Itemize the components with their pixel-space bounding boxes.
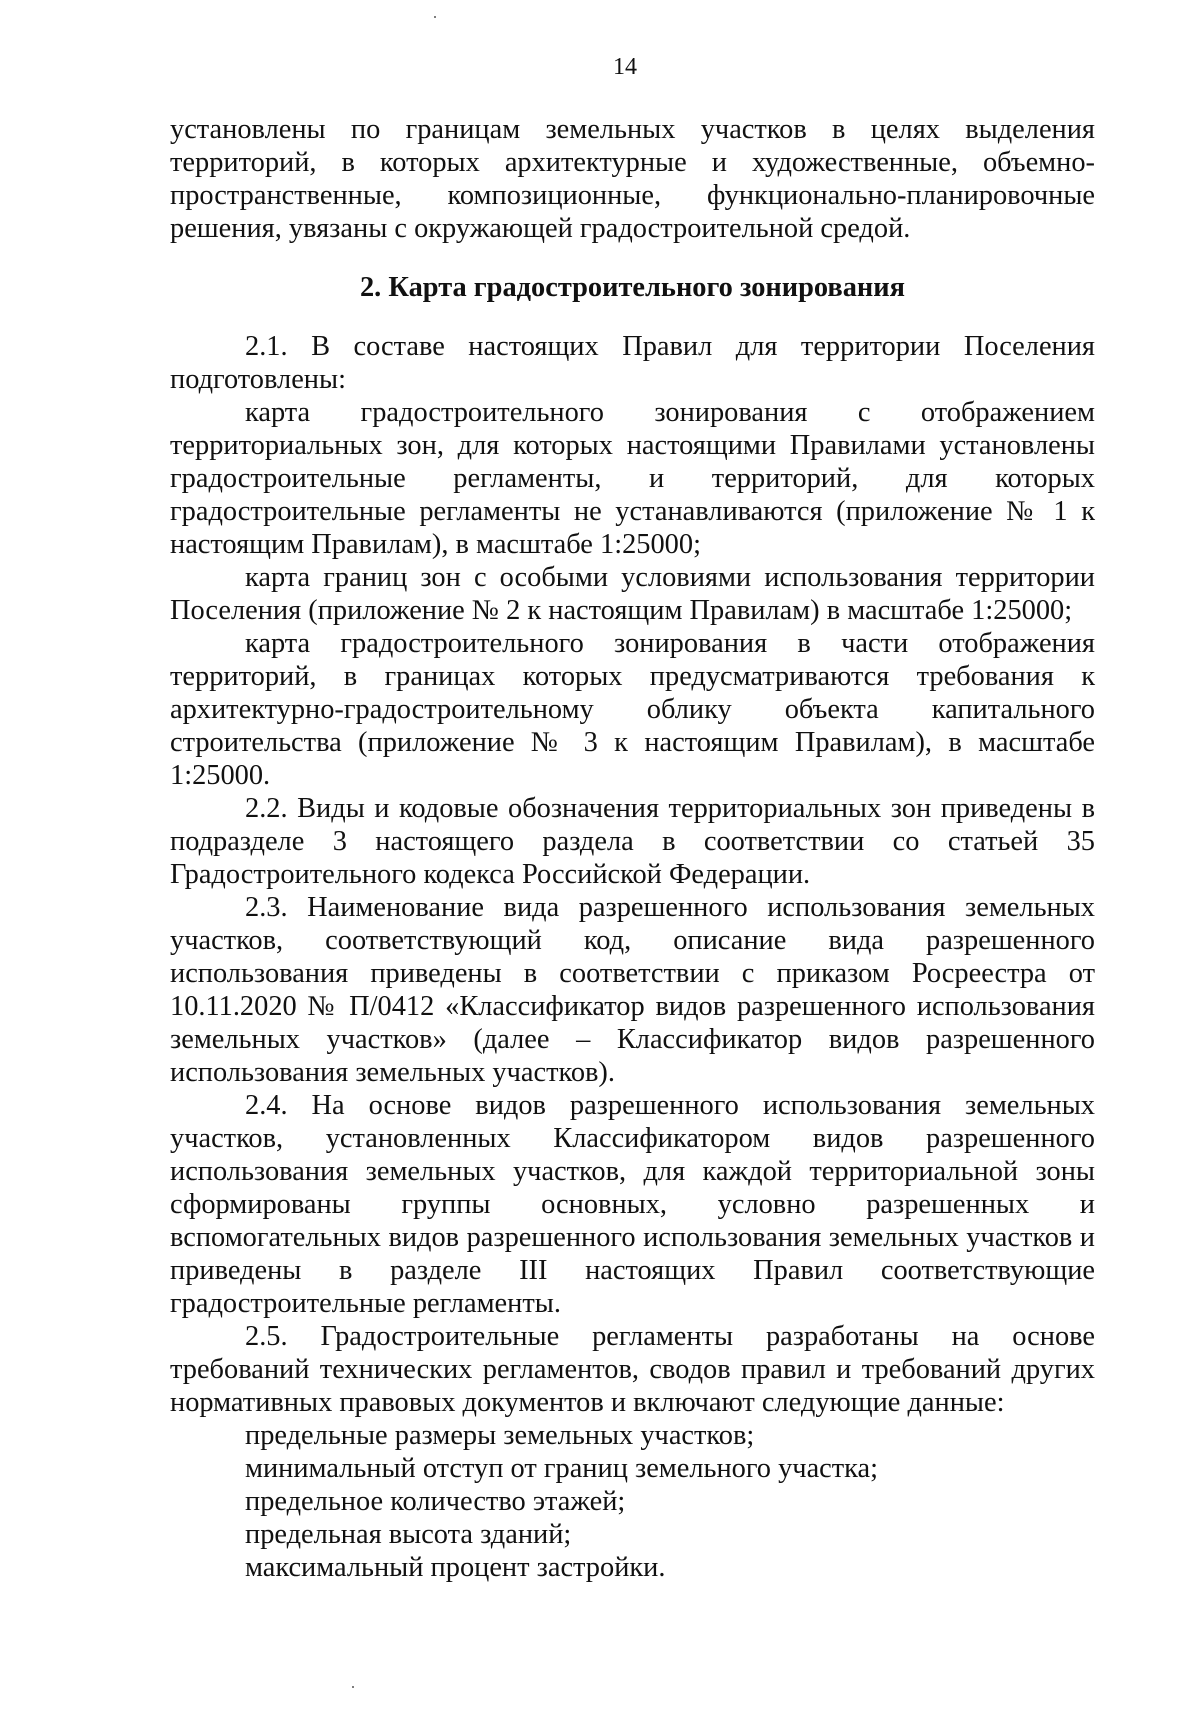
paragraph-map-special-zones: карта границ зон с особыми условиями использования территории Поселения (приложение № 2 к настоящим Правилам) в масштабе 1:25000; [170,562,1095,626]
paragraph-2-5: 2.5. Градостроительные регламенты разработаны на основе требований технических регламентов, сводов правил и требований других нормативных правовых документов и включают следующие данные: [170,1321,1095,1418]
paragraph-2-1: 2.1. В составе настоящих Правил для территории Поселения подготовлены: [170,331,1095,395]
list-item: предельная высота зданий; [245,1519,572,1550]
list-item: предельные размеры земельных участков; [245,1420,755,1451]
scan-speck [352,1686,354,1688]
document-body [170,113,1095,1584]
list-item: минимальный отступ от границ земельного участка; [245,1453,879,1484]
list-item: предельное количество этажей; [245,1486,626,1517]
paragraph-map-architecture: карта градостроительного зонирования в части отображения территорий, в границах которых предусматриваются требования к архитектурно-градостроительному облику объекта капитального строительства (приложение № 3 к настоящим Правилам), в масштабе 1:25000. [170,628,1095,791]
paragraph-2-3: 2.3. Наименование вида разрешенного использования земельных участков, соответствующий код, описание вида разрешенного использования приведены в соответствии с приказом Росреестра от 10.11.2020 № П/0412 «Классификатор видов разрешенного использования земельных участков» (далее – Классификатор видов разрешенного использования земельных участков). [170,892,1095,1088]
scan-speck [434,16,436,18]
intro-paragraph: установлены по границам земельных участков в целях выделения территорий, в которых архитектурные и художественные, объемно-пространственные, композиционные, функционально-планировочные решения, увязаны с окружающей градостроительной средой. [170,114,1095,244]
list-item: максимальный процент застройки. [245,1552,666,1583]
paragraph-2-2: 2.2. Виды и кодовые обозначения территориальных зон приведены в подразделе 3 настоящего раздела в соответствии со статьей 35 Градостроительного кодекса Российской Федерации. [170,793,1095,890]
paragraph-2-4: 2.4. На основе видов разрешенного использования земельных участков, установленных Классификатором видов разрешенного использования земельных участков, для каждой территориальной зоны сформированы группы основных, условно разрешенных и вспомогательных видов разрешенного использования земельных участков и приведены в разделе III настоящих Правил соответствующие градостроительные регламенты. [170,1090,1095,1319]
page-number: 14 [613,54,637,80]
paragraph-map-zoning: карта градостроительного зонирования с отображением территориальных зон, для которых настоящими Правилами установлены градостроительные регламенты, и территорий, для которых градостроительные регламенты не устанавливаются (приложение № 1 к настоящим Правилам), в масштабе 1:25000; [170,397,1095,560]
section-heading: 2. Карта градостроительного зонирования [359,272,906,303]
